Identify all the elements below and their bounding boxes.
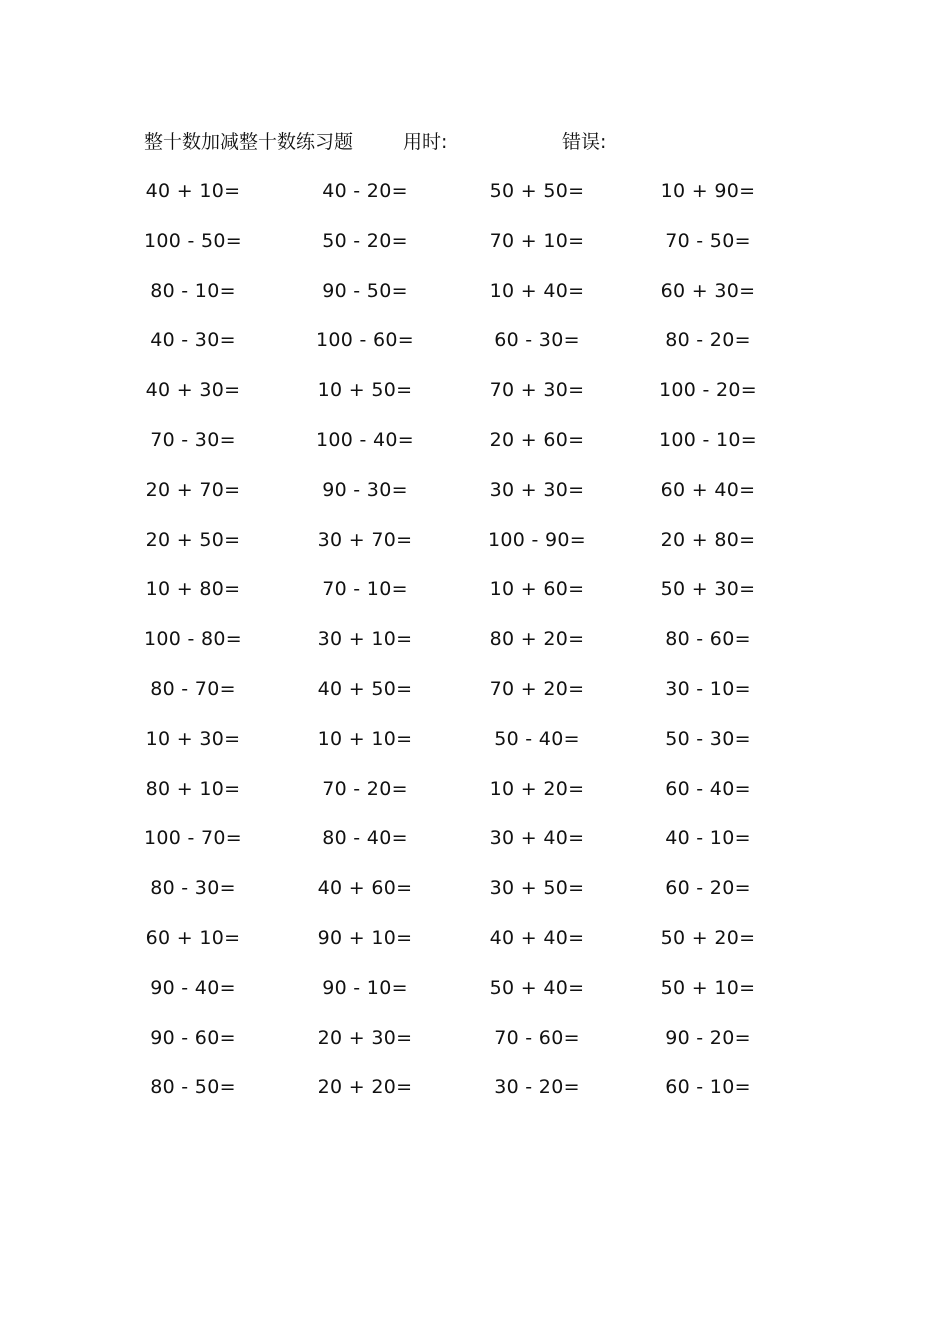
math-problem: 80 + 10= <box>145 777 241 800</box>
time-used-label: 用时: <box>403 131 448 153</box>
problem-row <box>0 772 950 822</box>
math-problem: 30 + 70= <box>317 528 413 551</box>
math-problem: 10 + 60= <box>489 578 585 601</box>
math-problem: 100 - 60= <box>316 329 414 352</box>
math-problem: 20 + 60= <box>489 428 585 451</box>
math-problem: 80 - 60= <box>665 628 751 651</box>
math-problem: 40 + 30= <box>145 379 241 402</box>
math-problem: 50 + 20= <box>660 926 756 949</box>
math-problem: 70 - 30= <box>150 428 236 451</box>
math-problem: 50 - 20= <box>322 229 408 252</box>
math-problem: 70 + 30= <box>489 379 585 402</box>
math-problem: 90 - 60= <box>150 1026 236 1049</box>
problem-row <box>0 871 950 921</box>
problem-row <box>0 224 950 274</box>
problem-row <box>0 572 950 622</box>
math-problem: 30 + 30= <box>489 478 585 501</box>
math-problem: 40 + 40= <box>489 926 585 949</box>
problem-row <box>0 1021 950 1071</box>
worksheet-header <box>144 128 844 156</box>
math-problem: 50 + 50= <box>489 180 585 202</box>
math-problem: 70 + 20= <box>489 677 585 700</box>
math-problem: 60 - 20= <box>665 877 751 900</box>
problem-row <box>0 373 950 423</box>
problem-row <box>0 971 950 1021</box>
math-problem: 50 + 40= <box>489 976 585 999</box>
errors-label: 错误: <box>562 131 607 153</box>
math-problem: 90 + 10= <box>317 926 413 949</box>
math-problem: 10 + 20= <box>489 777 585 800</box>
math-problem: 20 + 20= <box>317 1076 413 1099</box>
math-problem: 10 + 90= <box>660 180 756 202</box>
problem-row <box>0 473 950 523</box>
math-problem: 40 + 60= <box>317 877 413 900</box>
math-problem: 40 - 20= <box>322 180 408 202</box>
math-problem: 80 + 20= <box>489 628 585 651</box>
math-problem: 70 - 10= <box>322 578 408 601</box>
math-problem: 70 - 60= <box>494 1026 580 1049</box>
math-problem: 10 + 50= <box>317 379 413 402</box>
problem-row <box>0 821 950 871</box>
problem-row <box>0 323 950 373</box>
problem-row <box>0 523 950 573</box>
math-problem: 40 + 50= <box>317 677 413 700</box>
math-problem: 60 + 40= <box>660 478 756 501</box>
math-problem: 60 - 40= <box>665 777 751 800</box>
math-problem: 30 + 50= <box>489 877 585 900</box>
math-problem: 100 - 10= <box>659 428 757 451</box>
problem-row <box>0 423 950 473</box>
math-problem: 70 - 20= <box>322 777 408 800</box>
math-problem: 30 + 40= <box>489 827 585 850</box>
math-problem: 90 - 50= <box>322 279 408 302</box>
math-problem: 40 + 10= <box>145 180 241 202</box>
math-problem: 60 - 30= <box>494 329 580 352</box>
math-problem: 80 - 70= <box>150 677 236 700</box>
math-problem: 20 + 80= <box>660 528 756 551</box>
math-problem: 10 + 80= <box>145 578 241 601</box>
math-problem: 100 - 50= <box>144 229 242 252</box>
math-problem: 20 + 70= <box>145 478 241 501</box>
math-problem: 10 + 30= <box>145 727 241 750</box>
problem-row <box>0 672 950 722</box>
problem-grid <box>0 174 950 1120</box>
math-problem: 30 + 10= <box>317 628 413 651</box>
math-problem: 20 + 30= <box>317 1026 413 1049</box>
math-problem: 10 + 10= <box>317 727 413 750</box>
math-problem: 40 - 30= <box>150 329 236 352</box>
math-problem: 90 - 40= <box>150 976 236 999</box>
math-problem: 70 + 10= <box>489 229 585 252</box>
math-problem: 10 + 40= <box>489 279 585 302</box>
math-problem: 30 - 20= <box>494 1076 580 1099</box>
math-problem: 20 + 50= <box>145 528 241 551</box>
math-problem: 80 - 30= <box>150 877 236 900</box>
worksheet-title: 整十数加减整十数练习题 <box>144 131 354 153</box>
problem-row <box>0 174 950 224</box>
math-problem: 50 - 30= <box>665 727 751 750</box>
math-problem: 100 - 90= <box>488 528 586 551</box>
math-problem: 60 - 10= <box>665 1076 751 1099</box>
math-problem: 100 - 70= <box>144 827 242 850</box>
math-problem: 80 - 40= <box>322 827 408 850</box>
problem-row <box>0 921 950 971</box>
math-problem: 90 - 20= <box>665 1026 751 1049</box>
math-problem: 60 + 10= <box>145 926 241 949</box>
problem-row <box>0 622 950 672</box>
math-problem: 60 + 30= <box>660 279 756 302</box>
math-problem: 80 - 50= <box>150 1076 236 1099</box>
math-problem: 40 - 10= <box>665 827 751 850</box>
problem-row <box>0 1070 950 1120</box>
math-problem: 30 - 10= <box>665 677 751 700</box>
math-problem: 50 + 10= <box>660 976 756 999</box>
math-problem: 90 - 30= <box>322 478 408 501</box>
math-problem: 80 - 20= <box>665 329 751 352</box>
math-problem: 100 - 80= <box>144 628 242 651</box>
problem-row <box>0 274 950 324</box>
problem-row <box>0 722 950 772</box>
math-problem: 100 - 20= <box>659 379 757 402</box>
math-problem: 70 - 50= <box>665 229 751 252</box>
math-problem: 50 + 30= <box>660 578 756 601</box>
math-problem: 50 - 40= <box>494 727 580 750</box>
math-problem: 90 - 10= <box>322 976 408 999</box>
math-problem: 80 - 10= <box>150 279 236 302</box>
math-problem: 100 - 40= <box>316 428 414 451</box>
